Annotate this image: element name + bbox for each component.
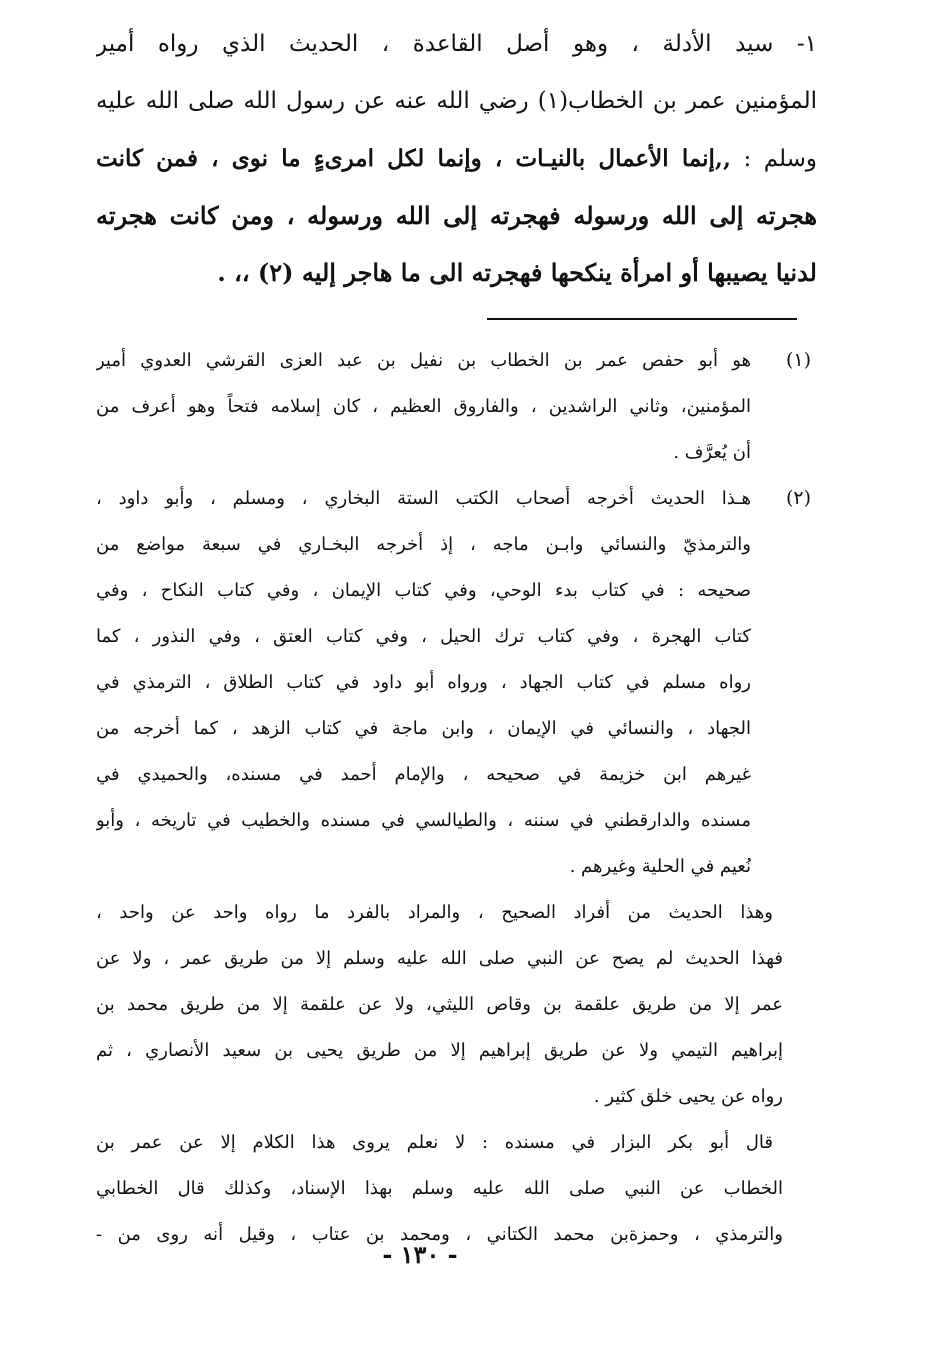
main-line-5: لدنيا يصيبها أو امرأة ينكحها فهجرته الى ما هاجر إليه (٢) ،، . [217, 258, 817, 287]
footnote-line: هـذا الحديث أخرجه أصحاب الكتب الستة البخاري ، ومسلم ، وأبو داود ، [96, 488, 751, 509]
paragraph-line: الخطاب عن النبي صلى الله عليه وسلم بهذا الإسناد، وكذلك قال الخطابي [96, 1178, 783, 1199]
paragraph-line: والترمذي ، وحمزةبن محمد الكتاني ، ومحمد بن عتاب ، وقيل أنه روى من - [96, 1224, 783, 1245]
footnote-line: مسنده والدارقطني في سننه ، والطيالسي في مسنده والخطيب في تاريخه ، وأبو [96, 810, 751, 831]
paragraph-line: قال أبو بكر البزار في مسنده : لا نعلم يروى هذا الكلام إلا عن عمر بن [96, 1132, 773, 1153]
page-number: - ١٣٠ - [382, 1240, 458, 1269]
footnote-separator [487, 318, 797, 320]
footnote-line: هو أبو حفص عمر بن الخطاب بن نفيل بن عبد العزى القرشي العدوي أمير [96, 350, 751, 371]
paragraph-line: رواه عن يحيى خلق كثير . [593, 1086, 783, 1107]
main-line-3-plain: وسلم : [730, 146, 817, 172]
footnote-1 [96, 338, 811, 476]
main-line-3 [96, 130, 817, 187]
footnote-line: رواه مسلم في كتاب الجهاد ، ورواه أبو داود في كتاب الطلاق ، الترمذي في [96, 672, 751, 693]
footnote-marker: (١) [785, 349, 811, 371]
paragraph-1 [96, 890, 803, 1120]
footnote-line: المؤمنين، وثاني الراشدين ، والفاروق العظيم ، كان إسلامه فتحاً وهو أعرف من [96, 396, 751, 417]
paragraph-line: فهذا الحديث لم يصح عن النبي صلى الله عليه وسلم إلا من طريق عمر ، ولا عن [96, 948, 783, 969]
paragraph-2 [96, 1120, 803, 1258]
paragraph-line: إبراهيم التيمي ولا عن طريق إبراهيم إلا من طريق يحيى بن سعيد الأنصاري ، ثم [96, 1040, 783, 1061]
footnotes-section [96, 338, 811, 1258]
main-line-2: المؤمنين عمر بن الخطاب(١) رضي الله عنه عن رسول الله صلى الله عليه [96, 88, 817, 114]
main-line-4: هجرته إلى الله ورسوله فهجرته إلى الله ورسوله ، ومن كانت هجرته [96, 201, 817, 230]
paragraph-line: وهذا الحديث من أفراد الصحيح ، والمراد بالفرد ما رواه واحد عن واحد ، [96, 902, 773, 923]
footnote-marker: (٢) [785, 487, 811, 509]
hadith-quote-start: ,,إنما الأعمال بالنيـات ، وإنما لكل امرىءٍ ما نوى ، فمن كانت [96, 145, 731, 172]
footnote-line: صحيحه : في كتاب بدء الوحي، وفي كتاب الإيمان ، وفي كتاب النكاح ، وفي [96, 580, 751, 601]
footnote-line: والترمذيّ والنسائي وابـن ماجه ، إذ أخرجه البخـاري في سبعة مواضع من [96, 534, 751, 555]
footnote-line: نُعيم في الحلية وغيرهم . [569, 856, 751, 877]
footnote-2 [96, 476, 811, 890]
footnote-line: كتاب الهجرة ، وفي كتاب ترك الحيل ، وفي كتاب العتق ، وفي النذور ، كما [96, 626, 751, 647]
footnote-line: غيرهم ابن خزيمة في صحيحه ، والإمام أحمد في مسنده، والحميدي في [96, 764, 751, 785]
footnote-line: الجهاد ، والنسائي في الإيمان ، وابن ماجة في كتاب الزهد ، كما أخرجه من [96, 718, 751, 739]
footnote-line: أن يُعرَّف . [673, 442, 751, 463]
main-line-1: ١- سيد الأدلة ، وهو أصل القاعدة ، الحديث الذي رواه أمير [96, 31, 817, 57]
main-text [96, 16, 817, 301]
paragraph-line: عمر إلا من طريق علقمة بن وقاص الليثي، ولا عن علقمة إلا من طريق محمد بن [96, 994, 783, 1015]
